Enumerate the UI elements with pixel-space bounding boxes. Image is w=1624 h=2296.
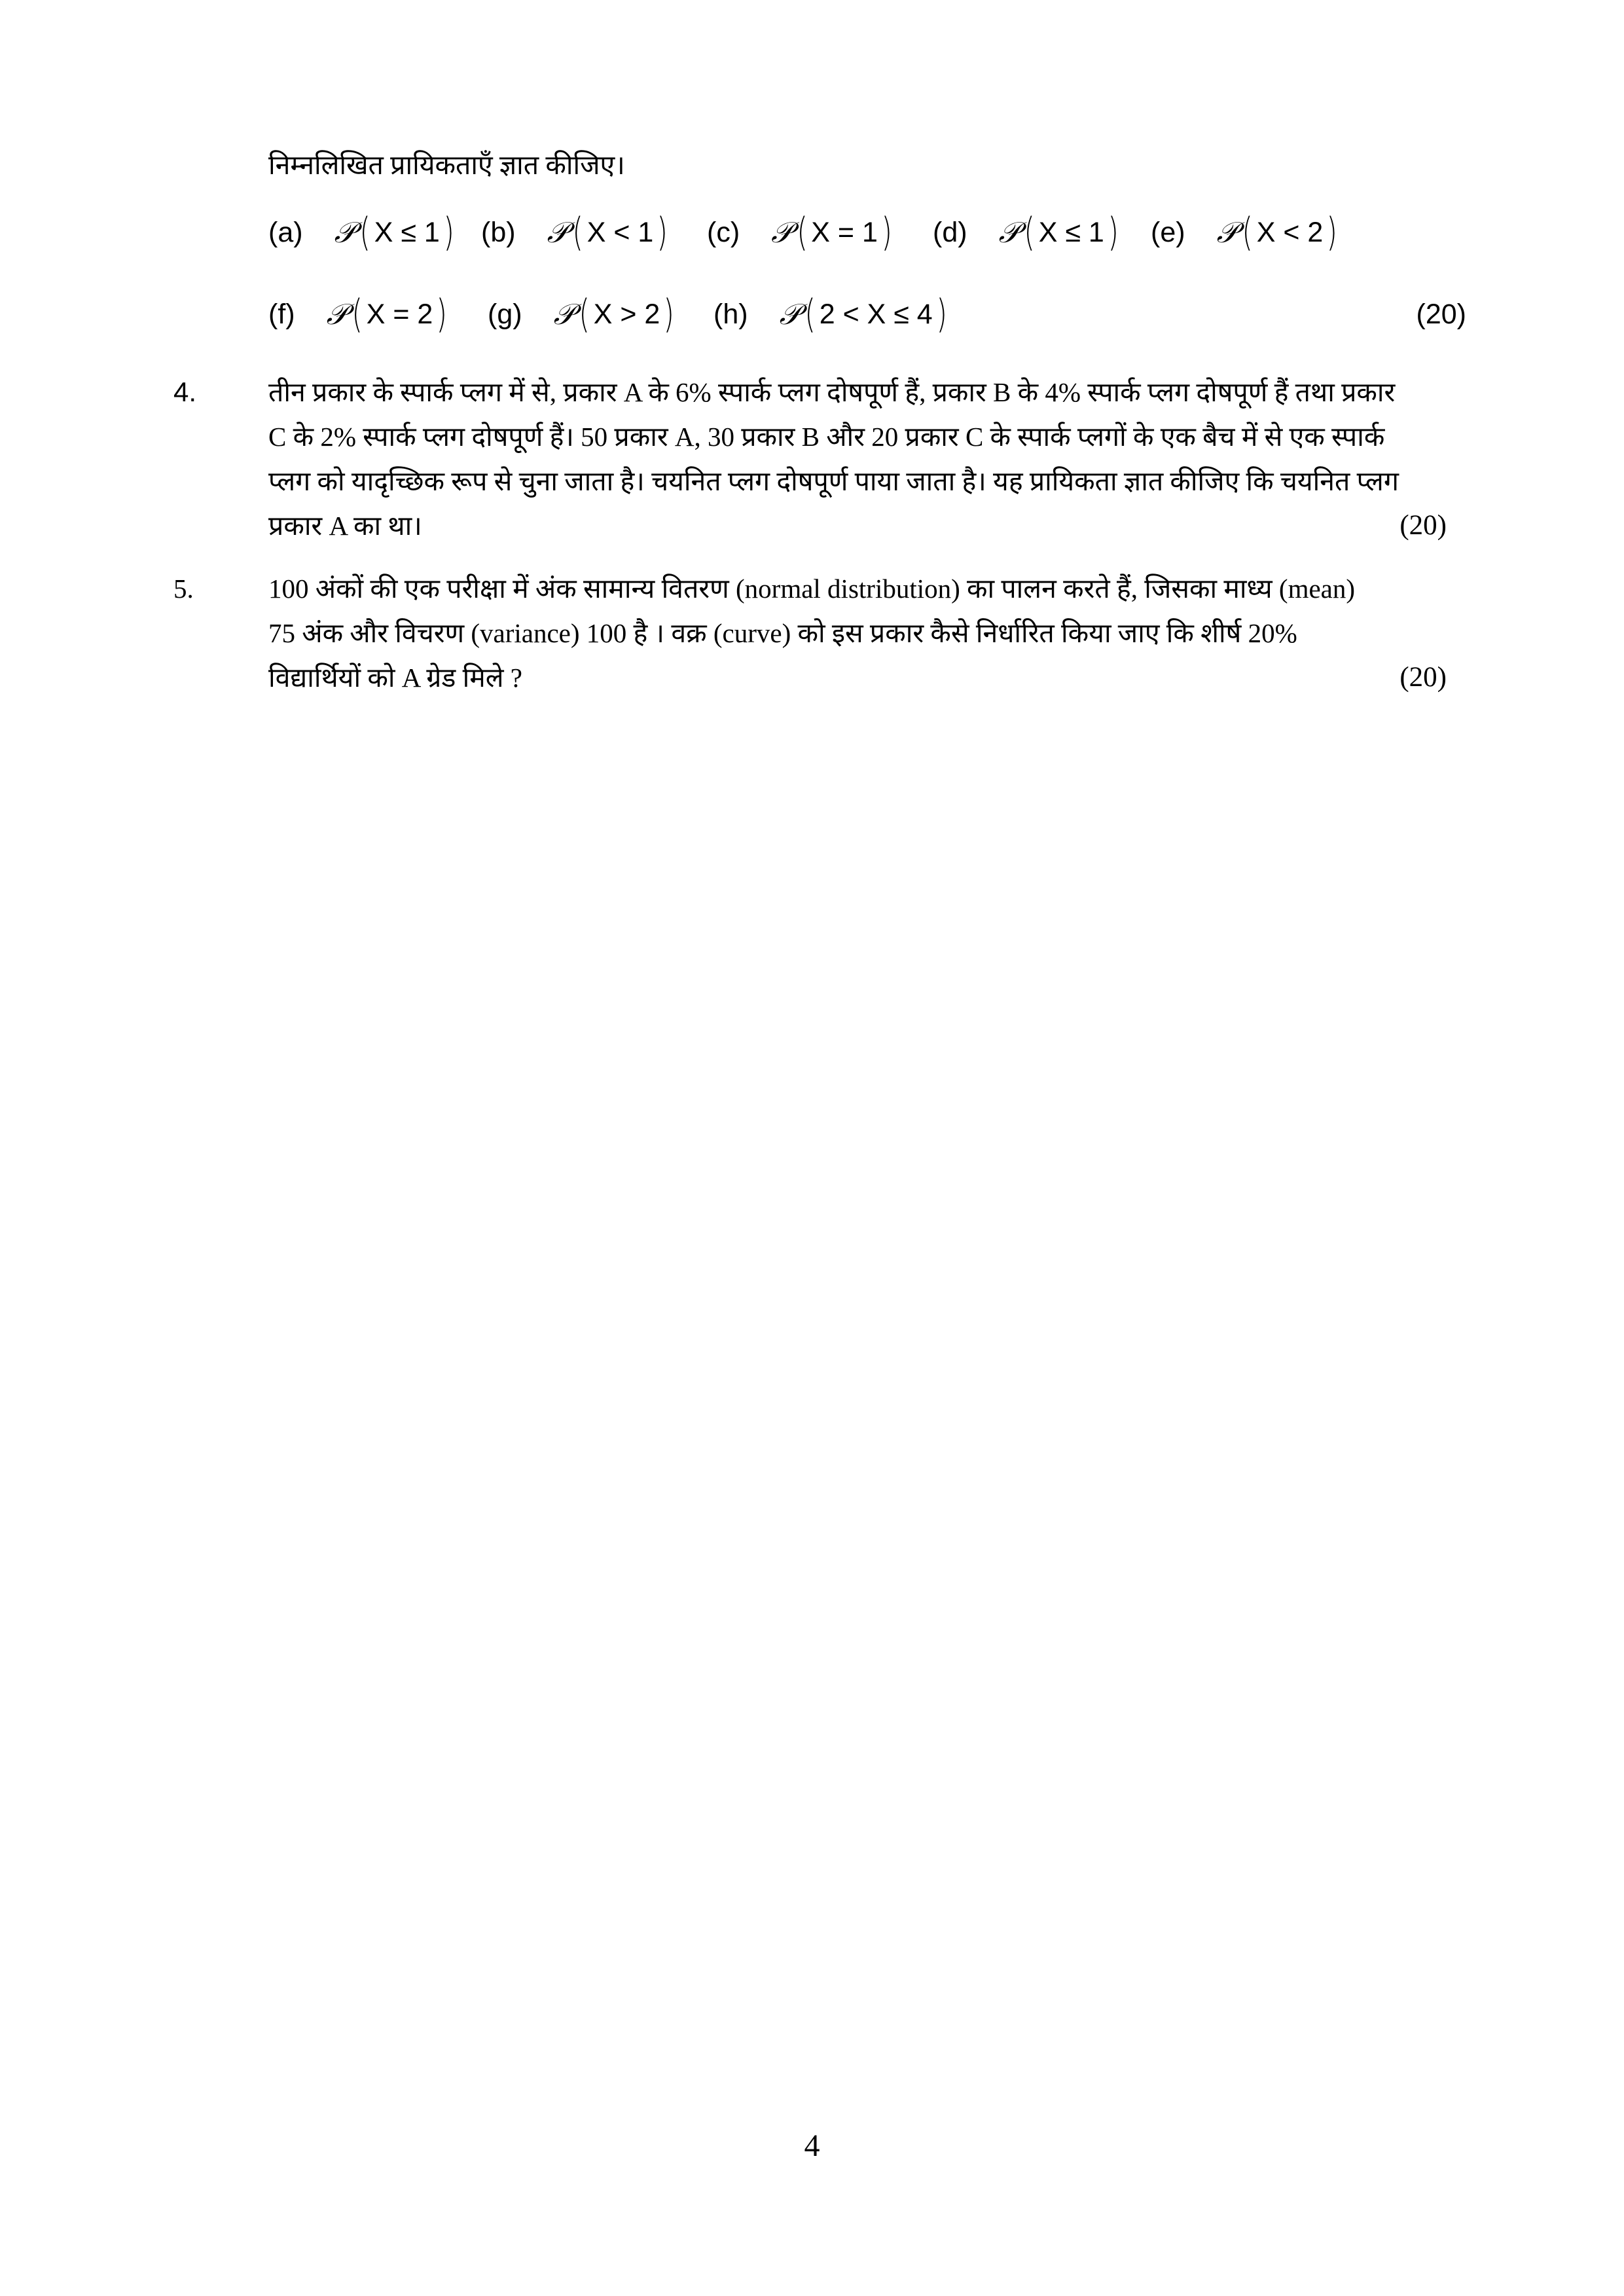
subpart-g	[488, 291, 677, 337]
question-line: प्लग को यादृच्छिक रूप से चुना जाता है। चयनित प्लग दोषपूर्ण पाया जाता है। यह प्रायिकता ज्ञात कीजिए कि चयनित प्लग	[268, 466, 1399, 496]
left-paren: (	[359, 210, 371, 255]
subpart-c	[707, 210, 894, 255]
left-paren: (	[579, 291, 590, 337]
page-number: 4	[804, 2128, 820, 2163]
right-paren: )	[436, 291, 448, 337]
subpart-label: (e)	[1151, 216, 1185, 248]
question-line: प्रकार A का था।	[268, 511, 422, 541]
left-paren: (	[797, 210, 808, 255]
probability-expression	[779, 291, 950, 337]
probability-expression	[771, 210, 894, 255]
probability-symbol: 𝒫	[1216, 215, 1238, 249]
expression-body: 2 < X ≤ 4	[819, 298, 933, 330]
probability-symbol: 𝒫	[334, 215, 355, 249]
question-line: 75 अंक और विचरण (variance) 100 है । वक्र (curve) को इस प्रकार कैसे निर्धारित किया जाए कि शीर्ष 20%	[268, 618, 1297, 648]
probability-symbol: 𝒫	[998, 215, 1020, 249]
probability-symbol: 𝒫	[326, 297, 348, 331]
probability-expression	[1216, 210, 1340, 255]
question-line: 100 अंकों की एक परीक्षा में अंक सामान्य वितरण (normal distribution) का पालन करते हैं, जिसका माध्य (mean)	[268, 574, 1356, 604]
expression-body: X < 2	[1256, 216, 1324, 248]
probability-symbol: 𝒫	[553, 297, 575, 331]
probability-expression	[998, 210, 1121, 255]
probability-expression	[553, 291, 677, 337]
probability-symbol: 𝒫	[771, 215, 792, 249]
left-paren: (	[804, 291, 816, 337]
question-line: विद्यार्थियों को A ग्रेड मिले ?	[268, 663, 522, 693]
subpart-label: (c)	[707, 216, 740, 248]
subpart-f	[268, 291, 450, 337]
right-paren: )	[443, 210, 454, 255]
question-4	[173, 370, 1447, 560]
expression-body: X < 1	[586, 216, 654, 248]
subpart-d	[933, 210, 1121, 255]
subpart-label: (h)	[713, 298, 748, 330]
question-number: 5.	[173, 574, 194, 604]
subparts-row-1	[268, 210, 1466, 255]
subparts-row-2	[268, 291, 1466, 337]
expression-body: X = 2	[366, 298, 433, 330]
expression-body: X > 2	[593, 298, 660, 330]
question-marks: (20)	[1399, 510, 1447, 541]
subpart-b	[481, 210, 670, 255]
question-3-marks: (20)	[1416, 299, 1466, 330]
subpart-e	[1151, 210, 1340, 255]
question-line: C के 2% स्पार्क प्लग दोषपूर्ण हैं। 50 प्रकार A, 30 प्रकार B और 20 प्रकार C के स्पार्क प्लगों के एक बैच में से एक स्पार्क	[268, 422, 1385, 452]
left-paren: (	[572, 210, 584, 255]
probability-symbol: 𝒫	[547, 215, 568, 249]
subpart-label: (a)	[268, 216, 303, 248]
subpart-a	[268, 210, 456, 255]
probability-expression	[334, 210, 457, 255]
left-paren: (	[352, 291, 363, 337]
left-paren: (	[1242, 210, 1254, 255]
subpart-label: (b)	[481, 216, 516, 248]
question-marks: (20)	[1399, 662, 1447, 693]
right-paren: )	[657, 210, 668, 255]
subpart-label: (g)	[488, 298, 522, 330]
left-paren: (	[1024, 210, 1036, 255]
expression-body: X ≤ 1	[1038, 216, 1104, 248]
question-text	[268, 566, 1447, 700]
right-paren: )	[1108, 210, 1119, 255]
question-number: 4.	[173, 376, 197, 407]
subpart-h	[713, 291, 949, 337]
probability-expression	[326, 291, 450, 337]
question-3-intro: निम्नलिखित प्रायिकताएँ ज्ञात कीजिए।	[268, 150, 625, 180]
right-paren: )	[936, 291, 947, 337]
question-line: तीन प्रकार के स्पार्क प्लग में से, प्रकार A के 6% स्पार्क प्लग दोषपूर्ण हैं, प्रकार B के 4% स्पार्क प्लग दोषपूर्ण हैं तथा प्रकार	[268, 377, 1396, 407]
question-5	[173, 566, 1447, 704]
right-paren: )	[881, 210, 892, 255]
right-paren: )	[1326, 210, 1338, 255]
probability-expression	[547, 210, 670, 255]
probability-symbol: 𝒫	[779, 297, 801, 331]
subpart-label: (d)	[933, 216, 967, 248]
expression-body: X ≤ 1	[374, 216, 440, 248]
subpart-label: (f)	[268, 298, 295, 330]
question-text	[268, 370, 1447, 548]
right-paren: )	[663, 291, 675, 337]
expression-body: X = 1	[811, 216, 878, 248]
